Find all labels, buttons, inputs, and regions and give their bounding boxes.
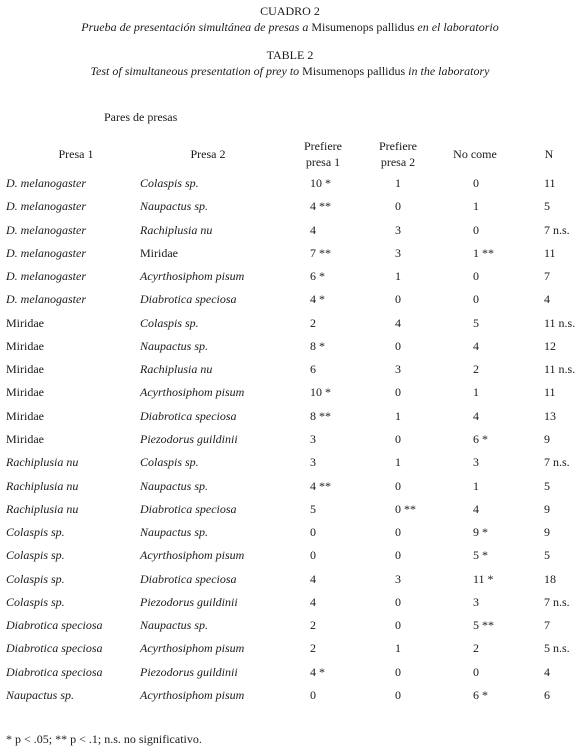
- prefiere1-cell: 5: [310, 501, 316, 516]
- table-row: [0, 432, 580, 452]
- prefiere1-cell: 4 *: [310, 664, 325, 679]
- table-row: [0, 548, 580, 568]
- presa2-cell: Diabrotica speciosa: [140, 571, 237, 586]
- presa1-cell: Rachiplusia nu: [6, 455, 79, 470]
- english-subtitle-post: in the laboratory: [405, 64, 490, 78]
- prefiere1-cell: 3: [310, 455, 316, 470]
- english-subtitle: [0, 64, 580, 79]
- prefiere2-cell: 0 **: [395, 501, 416, 516]
- prefiere2-cell: 3: [395, 245, 401, 260]
- presa2-cell: Acyrthosiphom pisum: [140, 548, 245, 563]
- table-heading: TABLE 2: [266, 48, 314, 62]
- prefiere2-cell: 0: [395, 525, 401, 539]
- prefiere1-cell: 2: [310, 618, 316, 633]
- n-cell: 5: [544, 478, 550, 493]
- presa1-cell: Rachiplusia nu: [6, 478, 79, 493]
- prefiere2-cell: 1: [395, 176, 401, 190]
- presa1-cell: Colaspis sp.: [6, 571, 65, 586]
- table-row: [0, 316, 580, 336]
- prefiere1-cell: 10 *: [310, 385, 331, 400]
- n-cell: 4: [544, 292, 550, 307]
- n-cell: 11: [544, 176, 556, 190]
- prefiere1-cell: 4: [310, 594, 316, 609]
- prefiere1-cell: 4: [310, 222, 316, 237]
- column-header-prefiere2: [363, 138, 433, 170]
- presa2-cell: Acyrthosiphom pisum: [140, 687, 245, 702]
- prefiere1-cell: 4 **: [310, 199, 331, 214]
- prefiere2-line2: presa 2: [380, 155, 416, 169]
- presa1-cell: Miridae: [6, 385, 44, 400]
- prefiere2-cell: 3: [395, 222, 401, 237]
- prefiere1-cell: 4: [310, 571, 316, 586]
- presa1-cell: Colaspis sp.: [6, 594, 65, 609]
- table-row: [0, 455, 580, 475]
- nocome-cell: 3: [473, 455, 479, 470]
- presa1-cell: D. melanogaster: [6, 176, 86, 190]
- presa1-cell: Naupactus sp.: [6, 687, 75, 702]
- presa2-cell: Diabrotica speciosa: [140, 408, 237, 423]
- presa1-cell: Miridae: [6, 362, 44, 377]
- presa1-cell: Colaspis sp.: [6, 525, 65, 539]
- n-cell: 9: [544, 525, 550, 539]
- prefiere2-cell: 1: [395, 408, 401, 423]
- n-cell: 9: [544, 501, 550, 516]
- table-row: [0, 176, 580, 196]
- prefiere2-cell: 0: [395, 338, 401, 353]
- prefiere1-cell: 10 *: [310, 176, 331, 190]
- presa2-cell: Piezodorus guildinii: [140, 664, 238, 679]
- presa2-cell: Diabrotica speciosa: [140, 292, 237, 307]
- n-cell: 7 n.s.: [544, 222, 570, 237]
- table-row: [0, 502, 580, 522]
- english-subtitle-pre: Test of simultaneous presentation of prey to: [90, 64, 303, 78]
- column-header-presa1: Presa 1: [58, 147, 94, 161]
- presa2-cell: Colaspis sp.: [140, 315, 199, 330]
- prefiere2-cell: 0: [395, 478, 401, 493]
- n-cell: 11: [544, 385, 556, 400]
- column-header-presa2: Presa 2: [190, 147, 226, 161]
- presa2-cell: Colaspis sp.: [140, 176, 199, 190]
- nocome-cell: 1 **: [473, 245, 494, 260]
- presa1-cell: Miridae: [6, 408, 44, 423]
- presa1-cell: Diabrotica speciosa: [6, 618, 103, 633]
- presa1-cell: Colaspis sp.: [6, 548, 65, 563]
- prefiere2-cell: 0: [395, 664, 401, 679]
- prefiere2-cell: 0: [395, 618, 401, 633]
- prefiere1-cell: 6 *: [310, 269, 325, 284]
- presa2-cell: Piezodorus guildinii: [140, 432, 238, 446]
- n-cell: 18: [544, 571, 556, 586]
- spanish-subtitle-pre: Prueba de presentación simultánea de presas a: [81, 20, 312, 34]
- table-row: [0, 572, 580, 592]
- cuadro-heading: CUADRO 2: [260, 4, 320, 18]
- prefiere2-line1: Prefiere: [379, 139, 417, 153]
- prefiere1-cell: 0: [310, 548, 316, 563]
- spanish-subtitle-species: Misumenops pallidus: [311, 20, 415, 34]
- prefiere1-cell: 4 *: [310, 292, 325, 307]
- n-cell: 11 n.s.: [544, 315, 576, 330]
- nocome-cell: 0: [473, 269, 479, 284]
- prefiere2-cell: 0: [395, 432, 401, 446]
- section-label: Pares de presas: [104, 110, 178, 124]
- column-header-nocome: No come: [453, 147, 497, 161]
- nocome-cell: 1: [473, 385, 479, 400]
- table-row: [0, 409, 580, 429]
- prefiere2-cell: 0: [395, 199, 401, 214]
- n-cell: 4: [544, 664, 550, 679]
- prefiere2-cell: 0: [395, 292, 401, 307]
- prefiere2-cell: 1: [395, 641, 401, 656]
- n-cell: 12: [544, 338, 556, 353]
- table-row: [0, 479, 580, 499]
- presa2-cell: Rachiplusia nu: [140, 362, 213, 377]
- presa2-cell: Naupactus sp.: [140, 199, 209, 214]
- presa1-cell: D. melanogaster: [6, 292, 86, 307]
- prefiere1-cell: 7 **: [310, 245, 331, 260]
- presa1-cell: Miridae: [6, 432, 44, 446]
- n-cell: 5 n.s.: [544, 641, 570, 656]
- nocome-cell: 9 *: [473, 525, 488, 539]
- spanish-subtitle-post: en el laboratorio: [414, 20, 499, 34]
- nocome-cell: 4: [473, 408, 479, 423]
- table-row: [0, 339, 580, 359]
- prefiere2-cell: 1: [395, 269, 401, 284]
- n-cell: 7 n.s.: [544, 594, 570, 609]
- presa2-cell: Naupactus sp.: [140, 338, 209, 353]
- presa2-cell: Acyrthosiphom pisum: [140, 269, 245, 284]
- presa2-cell: Acyrthosiphom pisum: [140, 385, 245, 400]
- n-cell: 5: [544, 199, 550, 214]
- prefiere2-cell: 3: [395, 571, 401, 586]
- nocome-cell: 0: [473, 664, 479, 679]
- prefiere1-line2: presa 1: [305, 155, 341, 169]
- footnote: * p < .05; ** p < .1; n.s. no significativo.: [6, 732, 202, 746]
- prefiere1-line1: Prefiere: [304, 139, 342, 153]
- prefiere2-cell: 3: [395, 362, 401, 377]
- table-row: [0, 595, 580, 615]
- presa1-cell: Rachiplusia nu: [6, 501, 79, 516]
- nocome-cell: 1: [473, 199, 479, 214]
- table-row: [0, 665, 580, 685]
- prefiere1-cell: 2: [310, 641, 316, 656]
- prefiere2-cell: 0: [395, 687, 401, 702]
- nocome-cell: 5: [473, 315, 479, 330]
- presa2-cell: Piezodorus guildinii: [140, 594, 238, 609]
- presa2-cell: Rachiplusia nu: [140, 222, 213, 237]
- spanish-subtitle: [0, 20, 580, 35]
- n-cell: 13: [544, 408, 556, 423]
- n-cell: 5: [544, 548, 550, 563]
- table-row: [0, 269, 580, 289]
- n-cell: 9: [544, 432, 550, 446]
- nocome-cell: 2: [473, 641, 479, 656]
- nocome-cell: 11 *: [473, 571, 494, 586]
- table-row: [0, 223, 580, 243]
- n-cell: 6: [544, 687, 550, 702]
- n-cell: 7: [544, 618, 550, 633]
- presa1-cell: Diabrotica speciosa: [6, 641, 103, 656]
- presa1-cell: D. melanogaster: [6, 245, 86, 260]
- presa2-cell: Colaspis sp.: [140, 455, 199, 470]
- prefiere2-cell: 0: [395, 548, 401, 563]
- nocome-cell: 0: [473, 176, 479, 190]
- presa1-cell: Miridae: [6, 338, 44, 353]
- presa1-cell: D. melanogaster: [6, 222, 86, 237]
- prefiere1-cell: 8 *: [310, 338, 325, 353]
- n-cell: 7: [544, 269, 550, 284]
- prefiere1-cell: 6: [310, 362, 316, 377]
- prefiere1-cell: 4 **: [310, 478, 331, 493]
- presa2-cell: Naupactus sp.: [140, 478, 209, 493]
- nocome-cell: 4: [473, 338, 479, 353]
- nocome-cell: 3: [473, 594, 479, 609]
- presa2-cell: Naupactus sp.: [140, 525, 209, 539]
- table-row: [0, 618, 580, 638]
- nocome-cell: 6 *: [473, 432, 488, 446]
- table-row: [0, 525, 580, 545]
- prefiere2-cell: 0: [395, 385, 401, 400]
- prefiere1-cell: 0: [310, 687, 316, 702]
- table-row: [0, 199, 580, 219]
- presa2-cell: Naupactus sp.: [140, 618, 209, 633]
- nocome-cell: 4: [473, 501, 479, 516]
- table-row: [0, 292, 580, 312]
- nocome-cell: 5 **: [473, 618, 494, 633]
- nocome-cell: 5 *: [473, 548, 488, 563]
- prefiere2-cell: 4: [395, 315, 401, 330]
- presa1-cell: D. melanogaster: [6, 269, 86, 284]
- presa1-cell: Diabrotica speciosa: [6, 664, 103, 679]
- n-cell: 11 n.s.: [544, 362, 576, 377]
- nocome-cell: 0: [473, 292, 479, 307]
- column-header-n: N: [544, 147, 554, 161]
- prefiere1-cell: 3: [310, 432, 316, 446]
- prefiere1-cell: 8 **: [310, 408, 331, 423]
- table-row: [0, 688, 580, 708]
- table-row: [0, 385, 580, 405]
- prefiere1-cell: 0: [310, 525, 316, 539]
- nocome-cell: 6 *: [473, 687, 488, 702]
- presa1-cell: Miridae: [6, 315, 44, 330]
- table-row: [0, 246, 580, 266]
- nocome-cell: 2: [473, 362, 479, 377]
- column-header-prefiere1: [288, 138, 358, 170]
- prefiere1-cell: 2: [310, 315, 316, 330]
- nocome-cell: 0: [473, 222, 479, 237]
- presa2-cell: Diabrotica speciosa: [140, 501, 237, 516]
- english-subtitle-species: Misumenops pallidus: [302, 64, 406, 78]
- presa2-cell: Miridae: [140, 245, 178, 260]
- prefiere2-cell: 0: [395, 594, 401, 609]
- presa1-cell: D. melanogaster: [6, 199, 86, 214]
- table-row: [0, 641, 580, 661]
- nocome-cell: 1: [473, 478, 479, 493]
- presa2-cell: Acyrthosiphom pisum: [140, 641, 245, 656]
- prefiere2-cell: 1: [395, 455, 401, 470]
- n-cell: 11: [544, 245, 556, 260]
- table-row: [0, 362, 580, 382]
- n-cell: 7 n.s.: [544, 455, 570, 470]
